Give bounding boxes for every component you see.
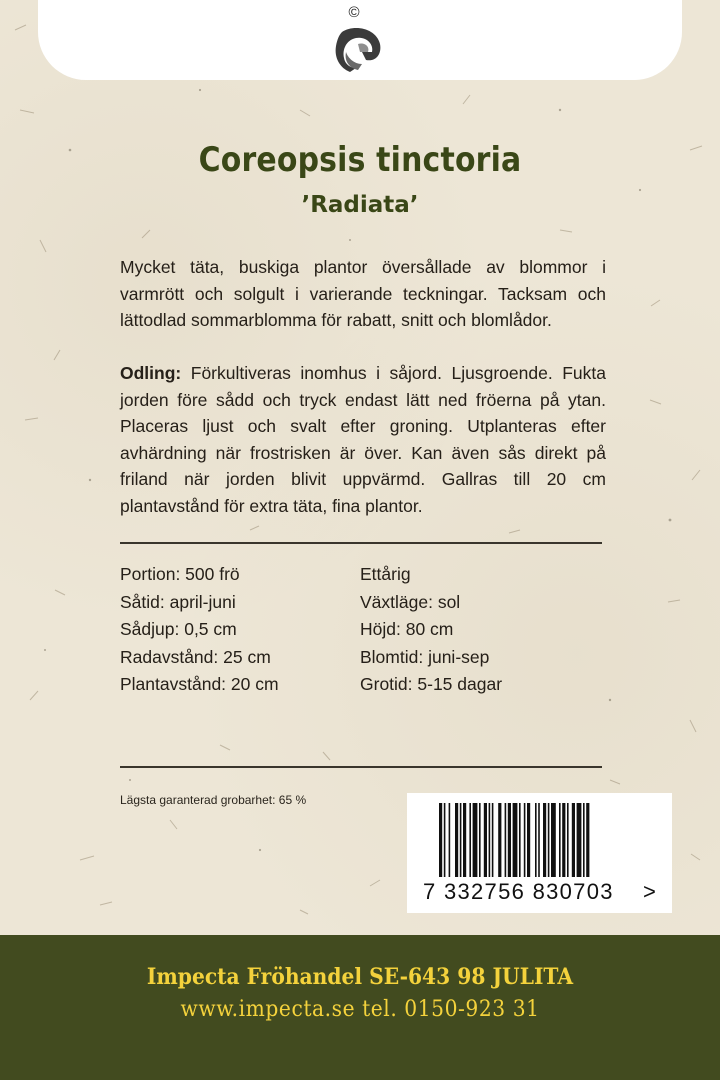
- germination-guarantee-note: Lägsta garanterad grobarhet: 65 %: [120, 793, 307, 807]
- barcode-bar: [562, 803, 565, 877]
- fact-germination-time: Grotid: 5-15 dagar: [360, 674, 503, 694]
- footer-company-address: Impecta Fröhandel SE-643 98 JULITA: [146, 964, 574, 990]
- barcode-bar: [508, 803, 511, 877]
- barcode-bar: [444, 803, 446, 877]
- barcode-bar: [498, 803, 501, 877]
- facts-left-column: [120, 561, 350, 699]
- fact-sowing-depth: Sådjup: 0,5 cm: [120, 619, 237, 639]
- fact-sowing-time: Såtid: april-juni: [120, 591, 236, 612]
- barcode-bar: [489, 803, 491, 877]
- divider-top: [120, 542, 602, 544]
- fact-location: Växtläge: sol: [360, 591, 461, 612]
- copyright-symbol: ©: [348, 4, 360, 21]
- fact-portion: Portion: 500 frö: [120, 564, 240, 584]
- barcode-arrow: >: [643, 879, 656, 904]
- barcode-bar: [572, 803, 575, 877]
- barcode-bar: [449, 803, 451, 877]
- barcode-bar: [543, 803, 546, 877]
- barcode-bar: [586, 803, 589, 877]
- barcode-bar: [513, 803, 518, 877]
- barcode-bar: [469, 803, 471, 877]
- barcode-bar: [559, 803, 561, 877]
- barcode-bar: [484, 803, 487, 877]
- barcode-bar: [538, 803, 540, 877]
- fact-bloom-time: Blomtid: juni-sep: [360, 646, 490, 667]
- barcode-bar: [460, 803, 462, 877]
- barcode-bar: [577, 803, 582, 877]
- description-text: Mycket täta, buskiga plantor översållade av blommor i varmrött och solgult i varierande teckningar. Tacksam och lättodlad sommarblomma för rabatt, snitt och blomlådor.: [120, 257, 606, 330]
- fact-height: Höjd: 80 cm: [360, 619, 454, 639]
- barcode-bar: [535, 803, 537, 877]
- barcode-bar: [527, 803, 530, 877]
- barcode-bar: [473, 803, 478, 877]
- fact-row-spacing: Radavstånd: 25 cm: [120, 646, 271, 667]
- barcode-bar: [583, 803, 585, 877]
- fact-plant-spacing: Plantavstånd: 20 cm: [120, 674, 279, 694]
- cultivation-text: Förkultiveras inomhus i såjord. Ljusgroende. Fukta jorden före sådd och tryck endast lätt ned fröerna på ytan. Placeras ljust och svalt efter groning. Utplanteras efter avhärdning när frostrisken är över. Kan även sås direkt på friland när jorden blivit uppvärmd. Gallras till 20 cm plantavstånd för extra täta, fina plantor.: [120, 363, 606, 516]
- cultivation-label: Odling:: [120, 363, 182, 383]
- barcode-bar: [505, 803, 507, 877]
- barcode-bar: [548, 803, 550, 877]
- impecta-logo-icon: [332, 22, 384, 74]
- fact-lifecycle: Ettårig: [360, 564, 411, 584]
- barcode-bar: [524, 803, 526, 877]
- barcode-panel: [407, 793, 672, 913]
- barcode-bar: [455, 803, 458, 877]
- barcode-bar: [567, 803, 569, 877]
- barcode-bar: [551, 803, 556, 877]
- footer-website-phone: www.impecta.se tel. 0150-923 31: [180, 997, 540, 1022]
- barcode-bar: [519, 803, 521, 877]
- barcode-bar: [463, 803, 466, 877]
- barcode-number: 7 332756 830703: [423, 879, 614, 904]
- barcode-bars: [439, 803, 645, 877]
- divider-bottom: [120, 766, 602, 768]
- barcode-bar: [439, 803, 442, 877]
- barcode-bar: [492, 803, 494, 877]
- barcode-bar: [479, 803, 481, 877]
- facts-right-column: [360, 561, 600, 699]
- plant-title: Coreopsis tinctoria: [198, 140, 522, 180]
- cultivar-name: ’Radiata’: [301, 192, 419, 218]
- cultivation-section: [120, 360, 606, 519]
